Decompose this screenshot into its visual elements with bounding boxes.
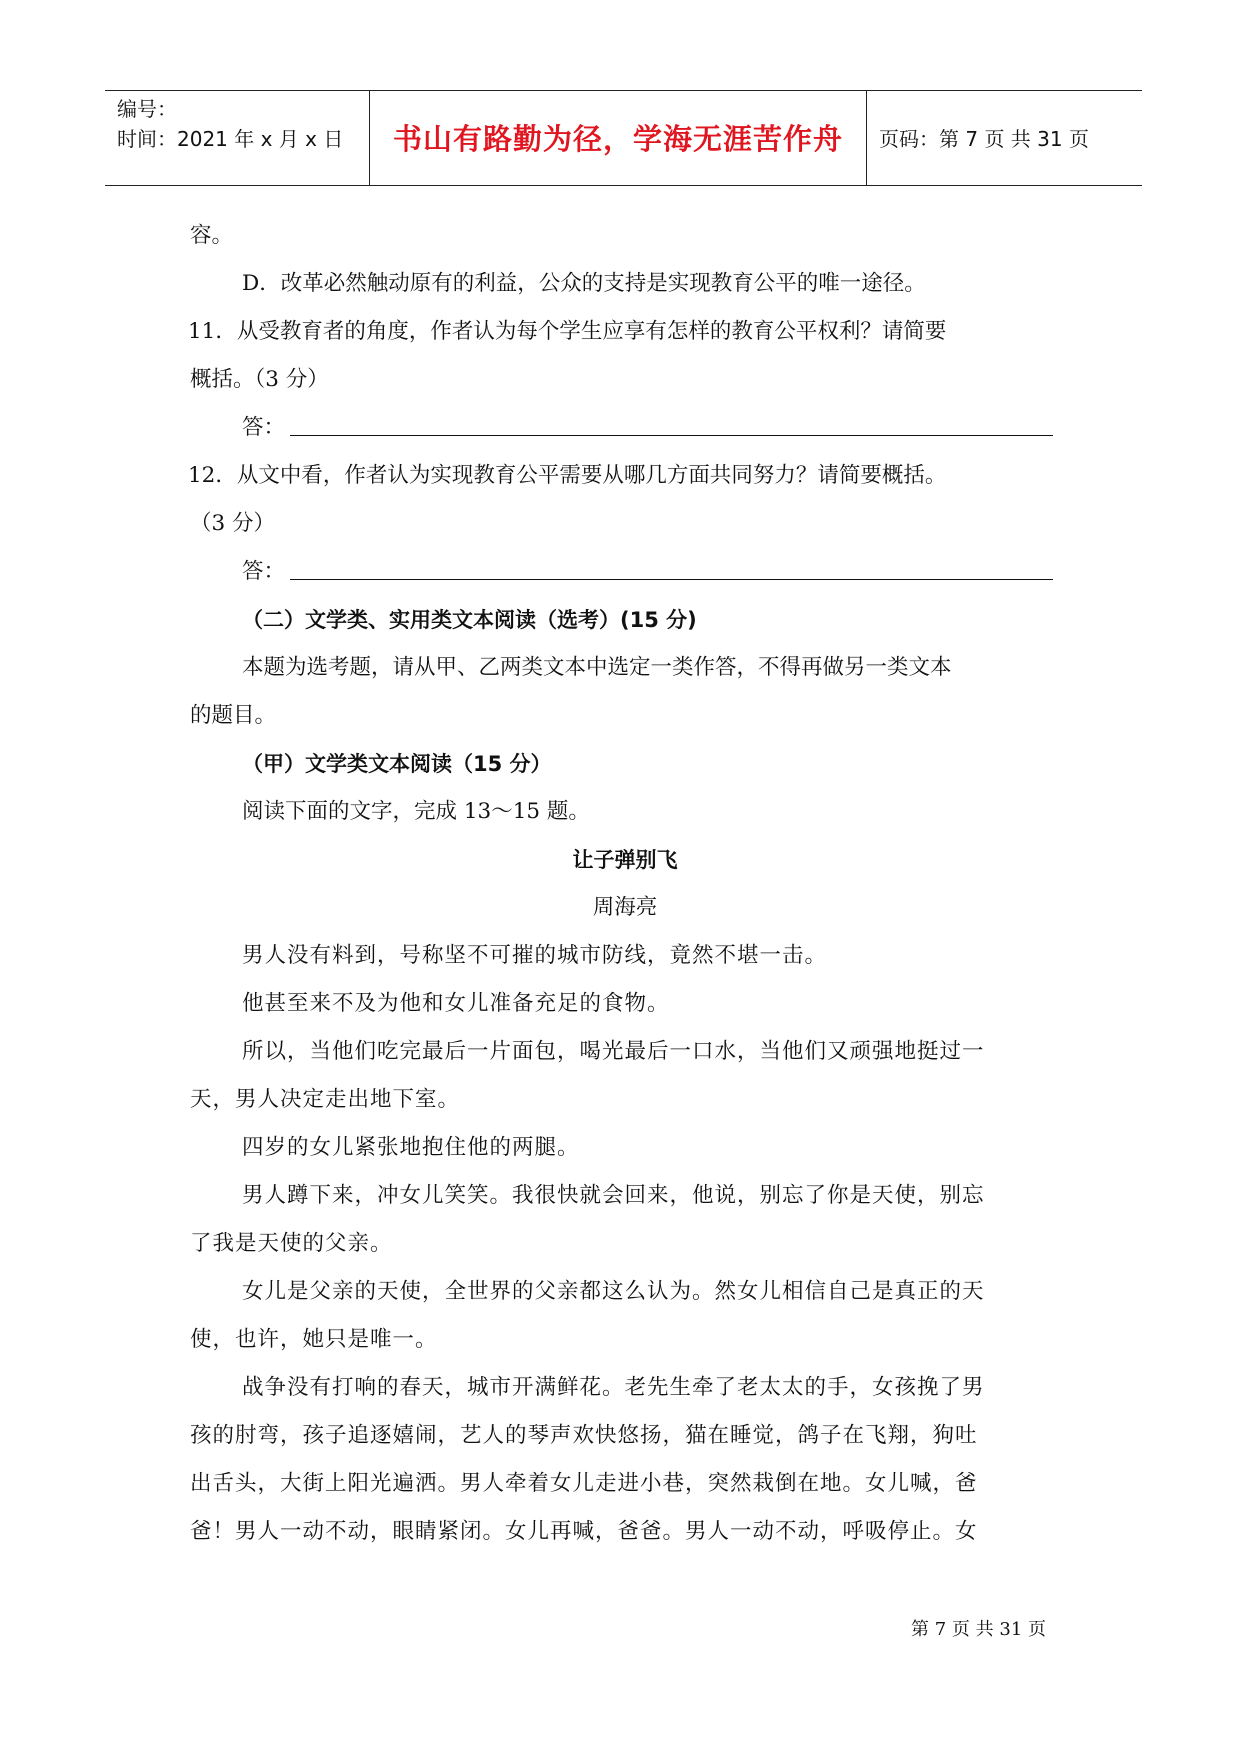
story-paragraph: 男人没有料到，号称坚不可摧的城市防线，竟然不堪一击。 <box>242 943 828 968</box>
doc-time-label: 时间：2021 年 x 月 x 日 <box>117 127 344 151</box>
story-paragraph-cont: 爸！男人一动不动，眼睛紧闭。女儿再喊，爸爸。男人一动不动，呼吸停止。女 <box>190 1519 978 1544</box>
header-meta-cell <box>105 91 370 185</box>
story-paragraph: 所以，当他们吃完最后一片面包，喝光最后一口水，当他们又顽强地挺过一 <box>242 1039 985 1064</box>
answer-11[interactable] <box>190 404 1060 452</box>
question-11-line-1: 11．从受教育者的角度，作者认为每个学生应享有怎样的教育公平权利？请简要 <box>188 319 947 344</box>
doc-number-label: 编号： <box>117 97 177 121</box>
answer-label: 答： <box>242 559 286 584</box>
story-paragraph: 男人蹲下来，冲女儿笑笑。我很快就会回来，他说，别忘了你是天使，别忘 <box>242 1183 985 1208</box>
answer-underline <box>290 579 1053 580</box>
story-author: 周海亮 <box>592 895 658 920</box>
story-paragraph-cont: 孩的肘弯，孩子追逐嬉闹，艺人的琴声欢快悠扬，猫在睡觉，鸽子在飞翔，狗吐 <box>190 1423 978 1448</box>
answer-underline <box>290 435 1053 436</box>
reading-instruction: 阅读下面的文字，完成 13～15 题。 <box>242 799 590 824</box>
header-page-cell <box>867 91 1142 185</box>
header-motto: 书山有路勤为径，学海无涯苦作舟 <box>392 122 843 156</box>
story-title: 让子弹别飞 <box>572 848 678 872</box>
story-paragraph-cont: 出舌头，大街上阳光遍洒。男人牵着女儿走进小巷，突然栽倒在地。女儿喊，爸 <box>190 1471 978 1496</box>
header-page-info: 页码：第 7 页 共 31 页 <box>879 127 1089 151</box>
story-paragraph-cont: 天，男人决定走出地下室。 <box>190 1087 461 1112</box>
section-2-desc-line-1: 本题为选考题，请从甲、乙两类文本中选定一类作答，不得再做另一类文本 <box>242 655 952 680</box>
page-footer: 第 7 页 共 31 页 <box>911 1619 1046 1640</box>
section-2-title: （二）文学类、实用类文本阅读（选考）(15 分) <box>242 608 697 632</box>
story-paragraph: 战争没有打响的春天，城市开满鲜花。老先生牵了老太太的手，女孩挽了男 <box>242 1375 985 1400</box>
story-paragraph-cont: 使，也许，她只是唯一。 <box>190 1327 438 1352</box>
document-body <box>190 212 1060 1556</box>
question-11-line-2: 概括。（3 分） <box>190 367 329 392</box>
option-d: D．改革必然触动原有的利益，公众的支持是实现教育公平的唯一途径。 <box>242 271 926 296</box>
section-a-title: （甲）文学类文本阅读（15 分） <box>242 752 552 776</box>
section-2-desc-line-2: 的题目。 <box>190 703 277 728</box>
paragraph: 容。 <box>190 223 234 248</box>
story-paragraph: 他甚至来不及为他和女儿准备充足的食物。 <box>242 991 670 1016</box>
answer-label: 答： <box>242 415 286 440</box>
header-motto-cell <box>370 91 867 185</box>
document-header <box>105 90 1142 186</box>
story-paragraph: 女儿是父亲的天使，全世界的父亲都这么认为。然女儿相信自己是真正的天 <box>242 1279 985 1304</box>
answer-12[interactable] <box>190 548 1060 596</box>
story-paragraph: 四岁的女儿紧张地抱住他的两腿。 <box>242 1135 580 1160</box>
question-12-line-2: （3 分） <box>190 511 276 536</box>
question-12-line-1: 12．从文中看，作者认为实现教育公平需要从哪几方面共同努力？请简要概括。 <box>188 463 947 488</box>
story-paragraph-cont: 了我是天使的父亲。 <box>190 1231 393 1256</box>
